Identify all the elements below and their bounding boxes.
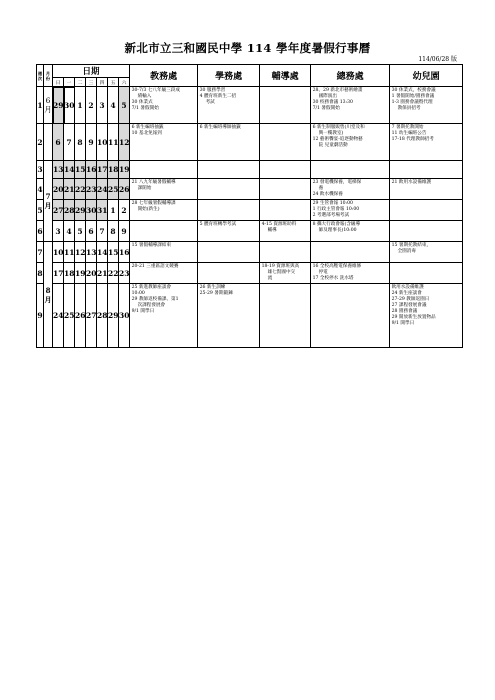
- day-cell: 26: [119, 179, 130, 200]
- day-cell: 7: [64, 124, 75, 161]
- day-cell: 2: [119, 200, 130, 221]
- day-cell: 16: [119, 242, 130, 263]
- event-line: 7/1 暑假開始: [131, 106, 159, 111]
- day-cell: 6: [86, 221, 97, 242]
- weekday-header: 五: [108, 78, 119, 87]
- week-number: 9: [37, 284, 44, 348]
- version-label: 114/06/28 版: [418, 56, 457, 63]
- event-cell-student: [198, 200, 260, 221]
- event-cell-academic: [130, 124, 198, 161]
- weekday-header: 二: [75, 78, 86, 87]
- day-cell: 9: [86, 124, 97, 161]
- event-cell-academic: [130, 284, 198, 348]
- event-line: 5 體育班轉學考試: [199, 222, 237, 227]
- day-cell: 5: [75, 221, 86, 242]
- weekday-header: 日: [53, 78, 64, 87]
- event-line: 考試: [205, 100, 215, 105]
- day-cell: 2: [86, 87, 97, 124]
- event-line: 次課程發展會: [137, 303, 166, 308]
- day-cell: 25: [108, 179, 119, 200]
- day-cell: 22: [108, 263, 119, 284]
- event-cell-kinder: [390, 284, 463, 348]
- event-line: 2 考選部考場考試: [312, 213, 350, 218]
- day-cell: 18: [64, 263, 75, 284]
- event-cell-general: [311, 179, 390, 200]
- event-cell-student: [198, 242, 260, 263]
- day-cell: 25: [64, 284, 75, 348]
- event-line: 8 攜大行政會報(含級導: [312, 222, 361, 227]
- event-line: 27 課程發展會議: [391, 303, 427, 308]
- event-line: 30-7/3 七八年級三段成: [131, 88, 180, 93]
- event-line: 26 新生訓練: [199, 285, 226, 290]
- week-header: 週次: [37, 65, 44, 87]
- day-cell: 28: [64, 200, 75, 221]
- day-cell: 23: [119, 263, 130, 284]
- event-line: 10:00: [131, 291, 145, 296]
- event-cell-guidance: [260, 200, 311, 221]
- event-line: 29 開放新生放置物品: [391, 315, 436, 320]
- event-cell-academic: [130, 242, 198, 263]
- month-header: 月份: [44, 65, 53, 87]
- event-cell-academic: [130, 200, 198, 221]
- day-cell: 7: [97, 221, 108, 242]
- event-line: 21 八九年級暑假輔導: [131, 180, 176, 185]
- day-cell: 31: [97, 200, 108, 221]
- event-line: 24 新生座談會: [391, 291, 422, 296]
- month-label: 7月: [44, 161, 53, 242]
- event-line: 6 新生編班導師抽籤: [199, 125, 241, 130]
- week-row: [37, 87, 463, 124]
- event-line: 29 生管會報 10:00: [312, 201, 353, 206]
- event-line: 24 飲水機保養: [312, 192, 343, 197]
- event-line: 飲用水設備維護: [391, 285, 424, 290]
- day-cell: 18: [108, 161, 119, 179]
- day-cell: 8: [75, 124, 86, 161]
- event-line: 7 暑期托教開始: [391, 125, 424, 130]
- event-line: 17 全校停水 洗水塔: [312, 276, 354, 281]
- event-cell-guidance: [260, 124, 311, 161]
- event-line: 4-15 資源班助料: [261, 222, 297, 227]
- event-line: 興一樓教室): [318, 131, 344, 136]
- event-line: 30 休業式，校務會議: [391, 88, 436, 93]
- week-number: 2: [37, 124, 44, 161]
- week-row: [37, 242, 463, 263]
- event-line: 29 教師返校備課、第1: [131, 297, 179, 302]
- event-line: 流: [267, 276, 273, 281]
- event-line: 21 飲用水設備維護: [391, 180, 432, 185]
- dept-header-kinder: 幼兒園: [390, 65, 463, 87]
- event-line: 17-18 代理教師招考: [391, 137, 434, 142]
- event-line: 4 體育班新生二招: [199, 94, 237, 99]
- dept-header-general: 總務處: [311, 65, 390, 87]
- day-cell: 21: [64, 179, 75, 200]
- event-line: 開始(新生): [137, 207, 160, 212]
- day-cell: 30: [86, 200, 97, 221]
- weekday-header: 六: [119, 78, 130, 87]
- day-cell: 24: [97, 179, 108, 200]
- event-line: 25 新進教師座談會: [131, 285, 172, 290]
- day-cell: 17: [53, 263, 64, 284]
- day-cell: 11: [64, 242, 75, 263]
- event-cell-academic: [130, 161, 198, 179]
- event-cell-kinder: [390, 200, 463, 221]
- day-cell: 3: [53, 221, 64, 242]
- event-cell-kinder: [390, 242, 463, 263]
- event-line: 30 校務會議 13:30: [312, 100, 353, 105]
- day-cell: 13: [86, 242, 97, 263]
- event-line: 16 全校高壓電保養維修: [312, 264, 362, 269]
- event-line: 30 休業式: [131, 100, 153, 105]
- event-cell-general: [311, 284, 390, 348]
- event-cell-student: [198, 263, 260, 284]
- event-cell-student: [198, 179, 260, 200]
- week-row: [37, 161, 463, 179]
- event-line: 23 發電機保養，電梯保: [312, 180, 362, 185]
- event-cell-kinder: [390, 87, 463, 124]
- event-line: 20-21 三重區語文競賽: [131, 264, 179, 269]
- day-cell: 11: [108, 124, 119, 161]
- event-cell-kinder: [390, 124, 463, 161]
- event-line: 養: [318, 186, 324, 191]
- event-cell-guidance: [260, 263, 311, 284]
- event-cell-kinder: [390, 161, 463, 179]
- day-cell: 4: [108, 87, 119, 124]
- day-cell: 15: [75, 161, 86, 179]
- event-line: 1-3 園務會議暨代理: [391, 100, 433, 105]
- event-cell-general: [311, 263, 390, 284]
- event-line: 15 暑假輔導課結束: [131, 243, 172, 248]
- event-cell-general: [311, 221, 390, 242]
- day-cell: 23: [86, 179, 97, 200]
- event-line: 6 新生制服販售(川堂及和: [312, 125, 365, 130]
- event-line: 12 藝術饗宴-追逐動物藝: [312, 137, 363, 142]
- week-number: 5: [37, 200, 44, 221]
- day-cell: 14: [97, 242, 108, 263]
- event-line: 28、29 新北市藝術繪畫: [312, 88, 363, 93]
- day-cell: 22: [75, 179, 86, 200]
- event-line: 9/1 開學日: [131, 309, 155, 314]
- event-cell-student: [198, 284, 260, 348]
- week-number: 6: [37, 221, 44, 242]
- event-cell-kinder: [390, 179, 463, 200]
- week-row: [37, 124, 463, 161]
- day-cell: 12: [75, 242, 86, 263]
- event-line: 院 兒童劇活動: [318, 143, 348, 148]
- event-line: 課開始: [137, 186, 152, 191]
- event-line: 18-19 資源班與高: [261, 264, 300, 269]
- day-cell: 16: [86, 161, 97, 179]
- day-cell: 29: [108, 284, 119, 348]
- day-cell: 29: [53, 87, 64, 124]
- day-cell: 30: [119, 284, 130, 348]
- event-cell-guidance: [260, 284, 311, 348]
- day-cell: 30: [64, 87, 75, 124]
- event-cell-guidance: [260, 161, 311, 179]
- event-cell-academic: [130, 179, 198, 200]
- day-cell: 26: [75, 284, 86, 348]
- event-cell-general: [311, 242, 390, 263]
- week-row: [37, 263, 463, 284]
- dept-header-student: 學務處: [198, 65, 260, 87]
- day-cell: 10: [97, 124, 108, 161]
- event-line: 輔導: [267, 228, 277, 233]
- event-line: 績輸入: [137, 94, 152, 99]
- event-line: 15 暑期托教結束，: [391, 243, 432, 248]
- event-cell-guidance: [260, 179, 311, 200]
- day-cell: 21: [97, 263, 108, 284]
- event-line: 25-29 暑期鍛鍊: [199, 291, 233, 296]
- event-cell-general: [311, 161, 390, 179]
- event-line: 11 幼生編班公告: [391, 131, 427, 136]
- day-cell: 13: [53, 161, 64, 179]
- day-cell: 28: [97, 284, 108, 348]
- dept-header-academic: 教務處: [130, 65, 198, 87]
- event-line: 9/1 開學日: [391, 321, 415, 326]
- calendar-table: [36, 64, 463, 348]
- event-cell-student: [198, 87, 260, 124]
- month-label: 6月: [44, 87, 53, 124]
- day-cell: 27: [86, 284, 97, 348]
- weekday-header: 一: [64, 78, 75, 87]
- event-line: 全園消毒: [397, 249, 416, 254]
- event-cell-guidance: [260, 221, 311, 242]
- event-line: 30 服務學習: [199, 88, 226, 93]
- weekday-header: 三: [86, 78, 97, 87]
- event-line: 國際演出: [318, 94, 337, 99]
- event-line: 師及理事長)10:00: [318, 228, 357, 233]
- month-label: 8月: [44, 242, 53, 348]
- week-number: 8: [37, 263, 44, 284]
- event-cell-kinder: [390, 263, 463, 284]
- week-row: [37, 179, 463, 200]
- event-line: 雄七賢國中交: [267, 270, 296, 275]
- week-row: [37, 284, 463, 348]
- day-cell: 4: [64, 221, 75, 242]
- day-cell: 19: [119, 161, 130, 179]
- event-cell-general: [311, 200, 390, 221]
- day-cell: 1: [108, 200, 119, 221]
- event-cell-kinder: [390, 221, 463, 242]
- event-cell-academic: [130, 263, 198, 284]
- event-cell-student: [198, 221, 260, 242]
- page-title: 新北市立三和國民中學 114 學年度暑假行事曆: [124, 41, 371, 55]
- day-cell: 24: [53, 284, 64, 348]
- week-row: [37, 200, 463, 221]
- event-line: 27-29 教師返園日: [391, 297, 430, 302]
- event-cell-guidance: [260, 242, 311, 263]
- day-cell: 8: [108, 221, 119, 242]
- dept-header-guidance: 輔導處: [260, 65, 311, 87]
- event-line: 教保員招考: [397, 106, 421, 111]
- day-cell: 17: [97, 161, 108, 179]
- event-line: 28 七年級暑假輔導課: [131, 201, 176, 206]
- day-cell: 3: [97, 87, 108, 124]
- event-line: 1 暑假開始/園務會議: [391, 94, 435, 99]
- day-cell: 1: [75, 87, 86, 124]
- day-cell: 14: [64, 161, 75, 179]
- event-line: 10 基北免報到: [131, 131, 162, 136]
- event-cell-student: [198, 124, 260, 161]
- event-line: 停電: [318, 270, 328, 275]
- day-cell: 9: [119, 221, 130, 242]
- day-cell: 15: [108, 242, 119, 263]
- date-header: 日期: [53, 65, 130, 78]
- weekday-header: 四: [97, 78, 108, 87]
- day-cell: 6: [53, 124, 64, 161]
- day-cell: 29: [75, 200, 86, 221]
- month-label: [44, 124, 53, 161]
- day-cell: 12: [119, 124, 130, 161]
- week-row: [37, 221, 463, 242]
- day-cell: 20: [86, 263, 97, 284]
- event-line: 28 園務會議: [391, 309, 418, 314]
- event-cell-academic: [130, 87, 198, 124]
- week-number: 1: [37, 87, 44, 124]
- event-line: 1 行政主管會報 10:00: [312, 207, 360, 212]
- event-cell-guidance: [260, 87, 311, 124]
- day-cell: 10: [53, 242, 64, 263]
- week-number: 4: [37, 179, 44, 200]
- week-number: 3: [37, 161, 44, 179]
- event-cell-academic: [130, 221, 198, 242]
- day-cell: 5: [119, 87, 130, 124]
- event-cell-general: [311, 87, 390, 124]
- day-cell: 27: [53, 200, 64, 221]
- event-cell-student: [198, 161, 260, 179]
- event-line: 7/1 暑假開始: [312, 106, 340, 111]
- day-cell: 20: [53, 179, 64, 200]
- event-cell-general: [311, 124, 390, 161]
- event-line: 6 新生編班抽籤: [131, 125, 164, 130]
- week-number: 7: [37, 242, 44, 263]
- day-cell: 19: [75, 263, 86, 284]
